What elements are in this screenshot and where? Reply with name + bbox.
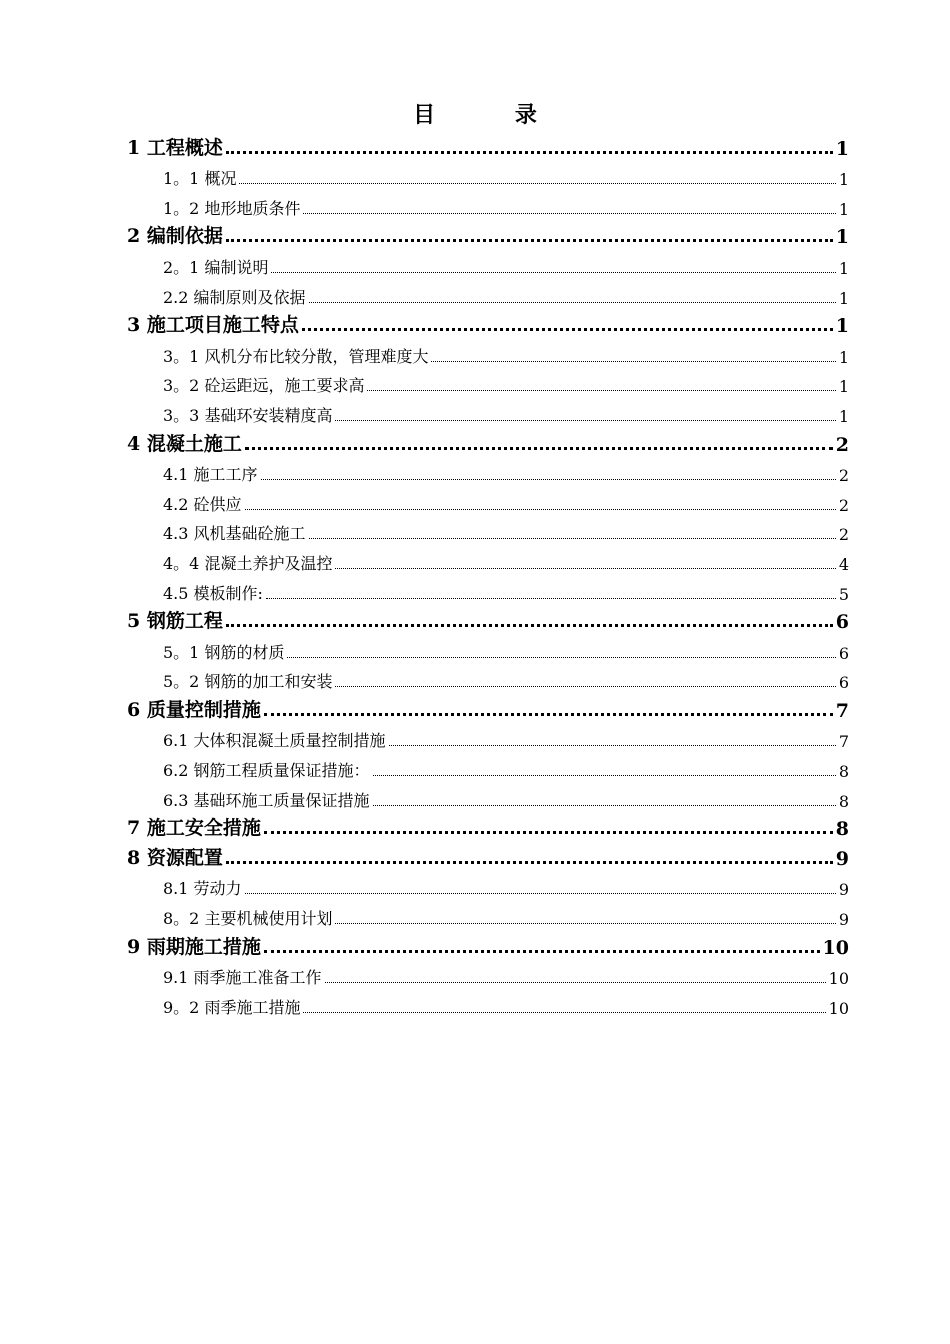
toc-chapter-entry[interactable] <box>127 929 849 959</box>
toc-entry-page-number: 5 <box>838 584 849 604</box>
toc-entry-page-number: 1 <box>835 315 849 338</box>
toc-entry-page-number: 2 <box>838 466 849 486</box>
toc-entry-label: 2 编制依据 <box>127 225 223 248</box>
toc-entry-label: 5。2 钢筋的加工和安装 <box>163 672 333 692</box>
dot-leader <box>367 390 835 391</box>
toc-entry-label: 4.2 砼供应 <box>163 494 242 514</box>
toc-section-entry[interactable] <box>127 396 849 426</box>
dot-leader <box>373 805 836 806</box>
toc-section-entry[interactable] <box>127 160 849 190</box>
toc-entry-label: 1。1 概况 <box>163 169 237 189</box>
toc-section-entry[interactable] <box>127 663 849 693</box>
dot-leader <box>431 361 835 362</box>
toc-entry-page-number: 8 <box>835 818 849 841</box>
dot-leader <box>264 831 833 834</box>
dot-leader <box>325 982 826 983</box>
toc-entry-page-number: 10 <box>822 936 849 959</box>
toc-entry-label: 1 工程概述 <box>127 136 223 159</box>
dot-leader <box>389 745 836 746</box>
dot-leader <box>226 861 833 864</box>
toc-section-entry[interactable] <box>127 248 849 278</box>
toc-entry-label: 3。3 基础环安装精度高 <box>163 405 333 425</box>
toc-entry-page-number: 1 <box>838 170 849 190</box>
toc-chapter-entry[interactable] <box>127 308 849 338</box>
toc-entry-label: 4 混凝土施工 <box>127 432 242 455</box>
toc-entry-label: 7 施工安全措施 <box>127 817 261 840</box>
toc-entry-label: 2。1 编制说明 <box>163 257 269 277</box>
toc-chapter-entry[interactable] <box>127 811 849 841</box>
toc-entry-page-number: 9 <box>838 910 849 930</box>
dot-leader <box>264 950 820 953</box>
toc-entry-page-number: 10 <box>828 969 849 989</box>
dot-leader <box>245 447 833 450</box>
toc-entry-page-number: 9 <box>838 880 849 900</box>
toc-section-entry[interactable] <box>127 544 849 574</box>
toc-entry-page-number: 8 <box>838 762 849 782</box>
toc-entry-page-number: 1 <box>835 137 849 160</box>
toc-section-entry[interactable] <box>127 722 849 752</box>
toc-section-entry[interactable] <box>127 574 849 604</box>
dot-leader <box>373 775 836 776</box>
toc-entry-label: 8 资源配置 <box>127 846 223 869</box>
toc-entry-label: 8。2 主要机械使用计划 <box>163 909 333 929</box>
toc-entry-label: 5 钢筋工程 <box>127 610 223 633</box>
dot-leader <box>226 624 833 627</box>
toc-section-entry[interactable] <box>127 751 849 781</box>
toc-entry-page-number: 2 <box>835 433 849 456</box>
toc-section-entry[interactable] <box>127 456 849 486</box>
dot-leader <box>226 151 833 154</box>
toc-section-entry[interactable] <box>127 515 849 545</box>
toc-entry-label: 9。2 雨季施工措施 <box>163 997 301 1017</box>
toc-entry-label: 4.1 施工工序 <box>163 465 258 485</box>
toc-section-entry[interactable] <box>127 870 849 900</box>
toc-entry-page-number: 1 <box>838 347 849 367</box>
toc-entry-page-number: 2 <box>838 495 849 515</box>
toc-section-entry[interactable] <box>127 633 849 663</box>
toc-entry-label: 9 雨期施工措施 <box>127 935 261 958</box>
toc-chapter-entry[interactable] <box>127 130 849 160</box>
toc-entry-label: 4。4 混凝土养护及温控 <box>163 553 333 573</box>
toc-entry-label: 2.2 编制原则及依据 <box>163 287 306 307</box>
dot-leader <box>261 479 836 480</box>
toc-section-entry[interactable] <box>127 367 849 397</box>
toc-entry-label: 6.2 钢筋工程质量保证措施： <box>163 761 370 781</box>
dot-leader <box>303 1012 825 1013</box>
toc-entry-label: 3 施工项目施工特点 <box>127 314 299 337</box>
toc-entry-label: 1。2 地形地质条件 <box>163 198 301 218</box>
toc-entry-page-number: 1 <box>835 226 849 249</box>
toc-entry-label: 6.1 大体积混凝土质量控制措施 <box>163 731 386 751</box>
toc-entry-label: 6 质量控制措施 <box>127 698 261 721</box>
dot-leader <box>335 686 835 687</box>
toc-chapter-entry[interactable] <box>127 219 849 249</box>
toc-entry-page-number: 6 <box>835 611 849 634</box>
dot-leader <box>264 713 833 716</box>
toc-entry-page-number: 10 <box>828 998 849 1018</box>
toc-entry-page-number: 7 <box>838 732 849 752</box>
dot-leader <box>239 183 835 184</box>
toc-section-entry[interactable] <box>127 337 849 367</box>
toc-entry-page-number: 6 <box>838 643 849 663</box>
toc-chapter-entry[interactable] <box>127 426 849 456</box>
toc-section-entry[interactable] <box>127 278 849 308</box>
dot-leader <box>245 509 836 510</box>
toc-chapter-entry[interactable] <box>127 604 849 634</box>
toc-section-entry[interactable] <box>127 485 849 515</box>
toc-entry-label: 8.1 劳动力 <box>163 879 242 899</box>
toc-section-entry[interactable] <box>127 959 849 989</box>
dot-leader <box>335 923 835 924</box>
toc-entry-label: 9.1 雨季施工准备工作 <box>163 968 322 988</box>
toc-entry-page-number: 7 <box>835 699 849 722</box>
toc-entry-label: 6.3 基础环施工质量保证措施 <box>163 790 370 810</box>
dot-leader <box>226 239 833 242</box>
toc-entry-label: 4.3 风机基础砼施工 <box>163 524 306 544</box>
dot-leader <box>266 598 836 599</box>
table-of-contents <box>127 130 849 1018</box>
toc-entry-page-number: 2 <box>838 525 849 545</box>
toc-entry-label: 3。1 风机分布比较分散，管理难度大 <box>163 346 429 366</box>
toc-entry-label: 4.5 模板制作: <box>163 583 263 603</box>
dot-leader <box>271 272 835 273</box>
toc-entry-page-number: 8 <box>838 791 849 811</box>
toc-chapter-entry[interactable] <box>127 840 849 870</box>
toc-entry-page-number: 1 <box>838 288 849 308</box>
dot-leader <box>302 328 833 331</box>
toc-entry-page-number: 4 <box>838 554 849 574</box>
toc-entry-page-number: 6 <box>838 673 849 693</box>
dot-leader <box>287 657 835 658</box>
toc-entry-label: 5。1 钢筋的材质 <box>163 642 285 662</box>
dot-leader <box>335 568 835 569</box>
toc-section-entry[interactable] <box>127 781 849 811</box>
dot-leader <box>245 893 836 894</box>
dot-leader <box>335 420 835 421</box>
dot-leader <box>309 538 836 539</box>
toc-section-entry[interactable] <box>127 899 849 929</box>
dot-leader <box>303 213 835 214</box>
toc-entry-page-number: 1 <box>838 258 849 278</box>
toc-section-entry[interactable] <box>127 988 849 1018</box>
toc-entry-page-number: 1 <box>838 377 849 397</box>
toc-section-entry[interactable] <box>127 189 849 219</box>
toc-chapter-entry[interactable] <box>127 692 849 722</box>
dot-leader <box>309 302 836 303</box>
toc-entry-page-number: 1 <box>838 406 849 426</box>
toc-entry-page-number: 9 <box>835 847 849 870</box>
toc-entry-label: 3。2 砼运距远，施工要求高 <box>163 376 365 396</box>
toc-title: 目 录 <box>413 102 573 128</box>
toc-entry-page-number: 1 <box>838 199 849 219</box>
